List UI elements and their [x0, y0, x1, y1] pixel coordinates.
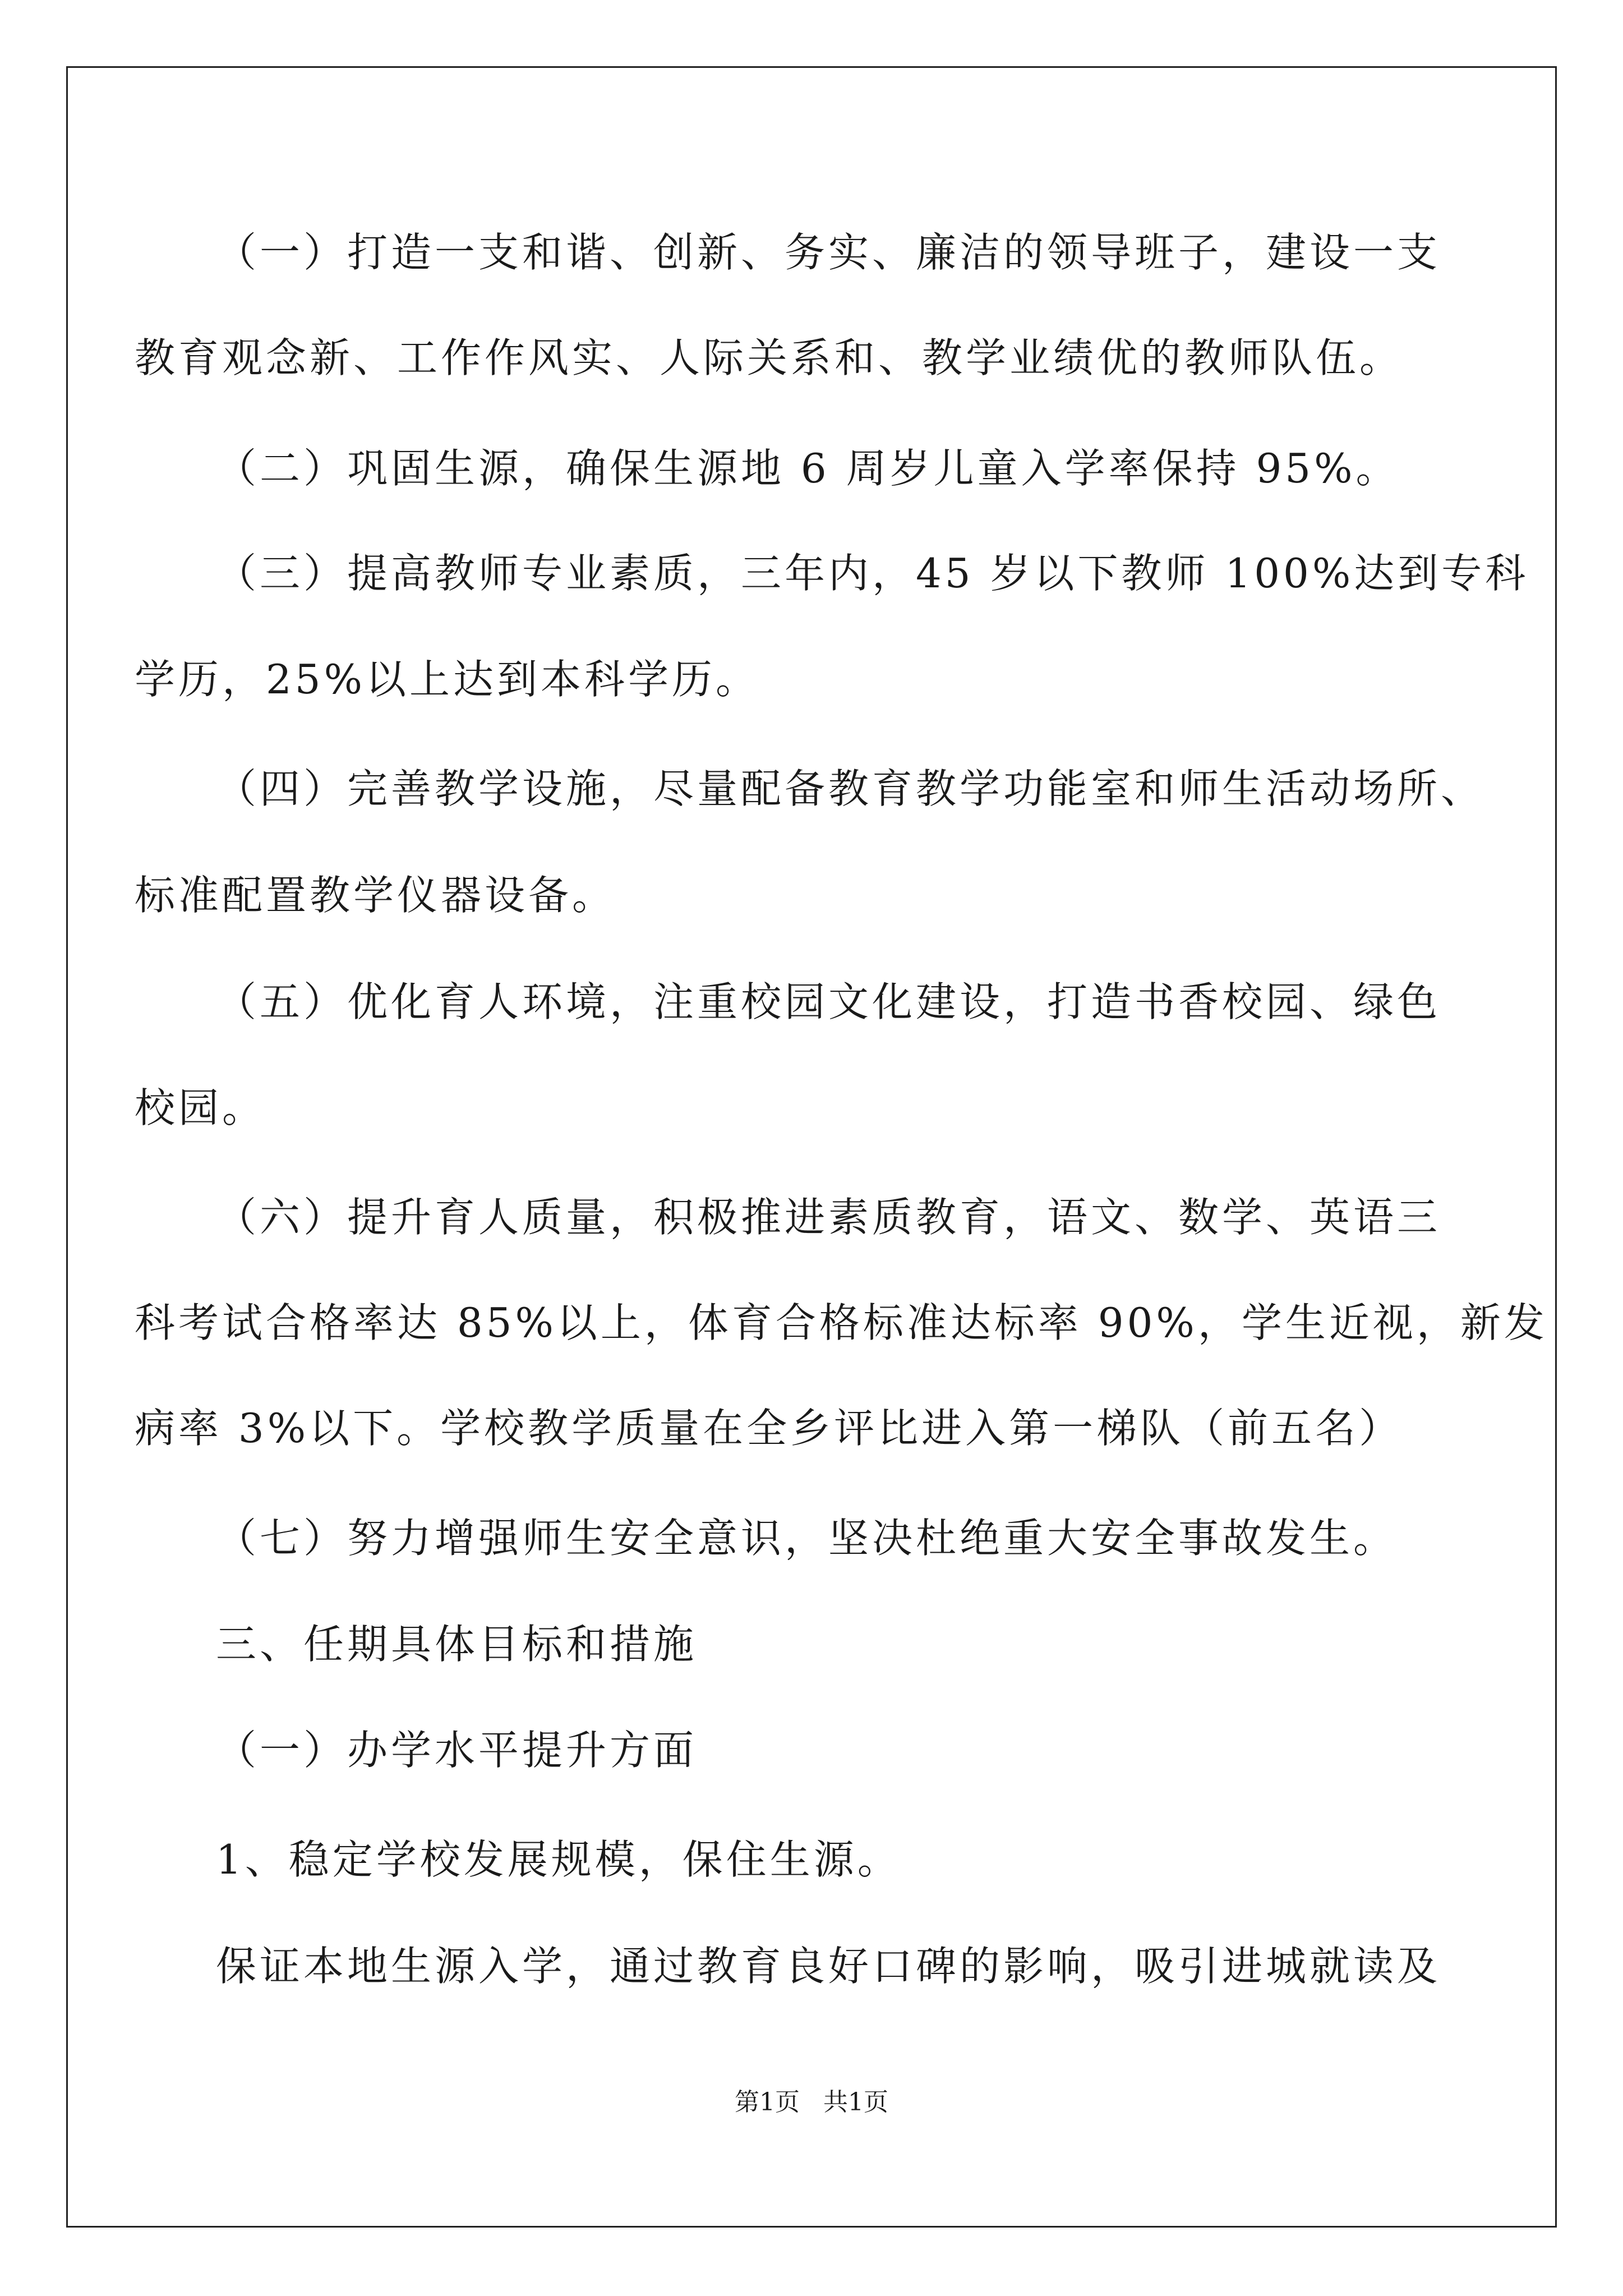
page-border [66, 66, 1557, 2228]
paragraph-line: 校园。 [135, 1084, 266, 1131]
paragraph-line: （六）提升育人质量，积极推进素质教育，语文、数学、英语三 [216, 1194, 1441, 1241]
page-number: 第1页 共1页 [735, 2088, 888, 2116]
paragraph-line: （一）打造一支和谐、创新、务实、廉洁的领导班子，建设一支 [216, 229, 1441, 276]
paragraph-line: 学历，25%以上达到本科学历。 [135, 656, 760, 703]
paragraph-line: 病率 3%以下。学校教学质量在全乡评比进入第一梯队（前五名） [135, 1405, 1403, 1452]
paragraph-line: （五）优化育人环境，注重校园文化建设，打造书香校园、绿色 [216, 978, 1441, 1025]
subsection-heading: （一）办学水平提升方面 [216, 1727, 698, 1774]
paragraph-line: 教育观念新、工作作风实、人际关系和、教学业绩优的教师队伍。 [135, 334, 1404, 381]
paragraph-line: （二）巩固生源，确保生源地 6 周岁儿童入学率保持 95%。 [216, 445, 1400, 492]
paragraph-line: 保证本地生源入学，通过教育良好口碑的影响，吸引进城就读及 [216, 1943, 1441, 1990]
paragraph-line: 科考试合格率达 85%以上，体育合格标准达标率 90%，学生近视，新发 [135, 1299, 1548, 1346]
section-heading: 三、任期具体目标和措施 [216, 1621, 698, 1668]
paragraph-line: 标准配置教学仪器设备。 [135, 872, 616, 919]
paragraph-line: （四）完善教学设施，尽量配备教育教学功能室和师生活动场所、 [216, 765, 1485, 812]
paragraph-line: 1、稳定学校发展规模，保住生源。 [216, 1836, 901, 1883]
paragraph-line: （三）提高教师专业素质，三年内，45 岁以下教师 100%达到专科 [216, 550, 1529, 597]
paragraph-line: （七）努力增强师生安全意识，坚决杜绝重大安全事故发生。 [216, 1515, 1398, 1562]
